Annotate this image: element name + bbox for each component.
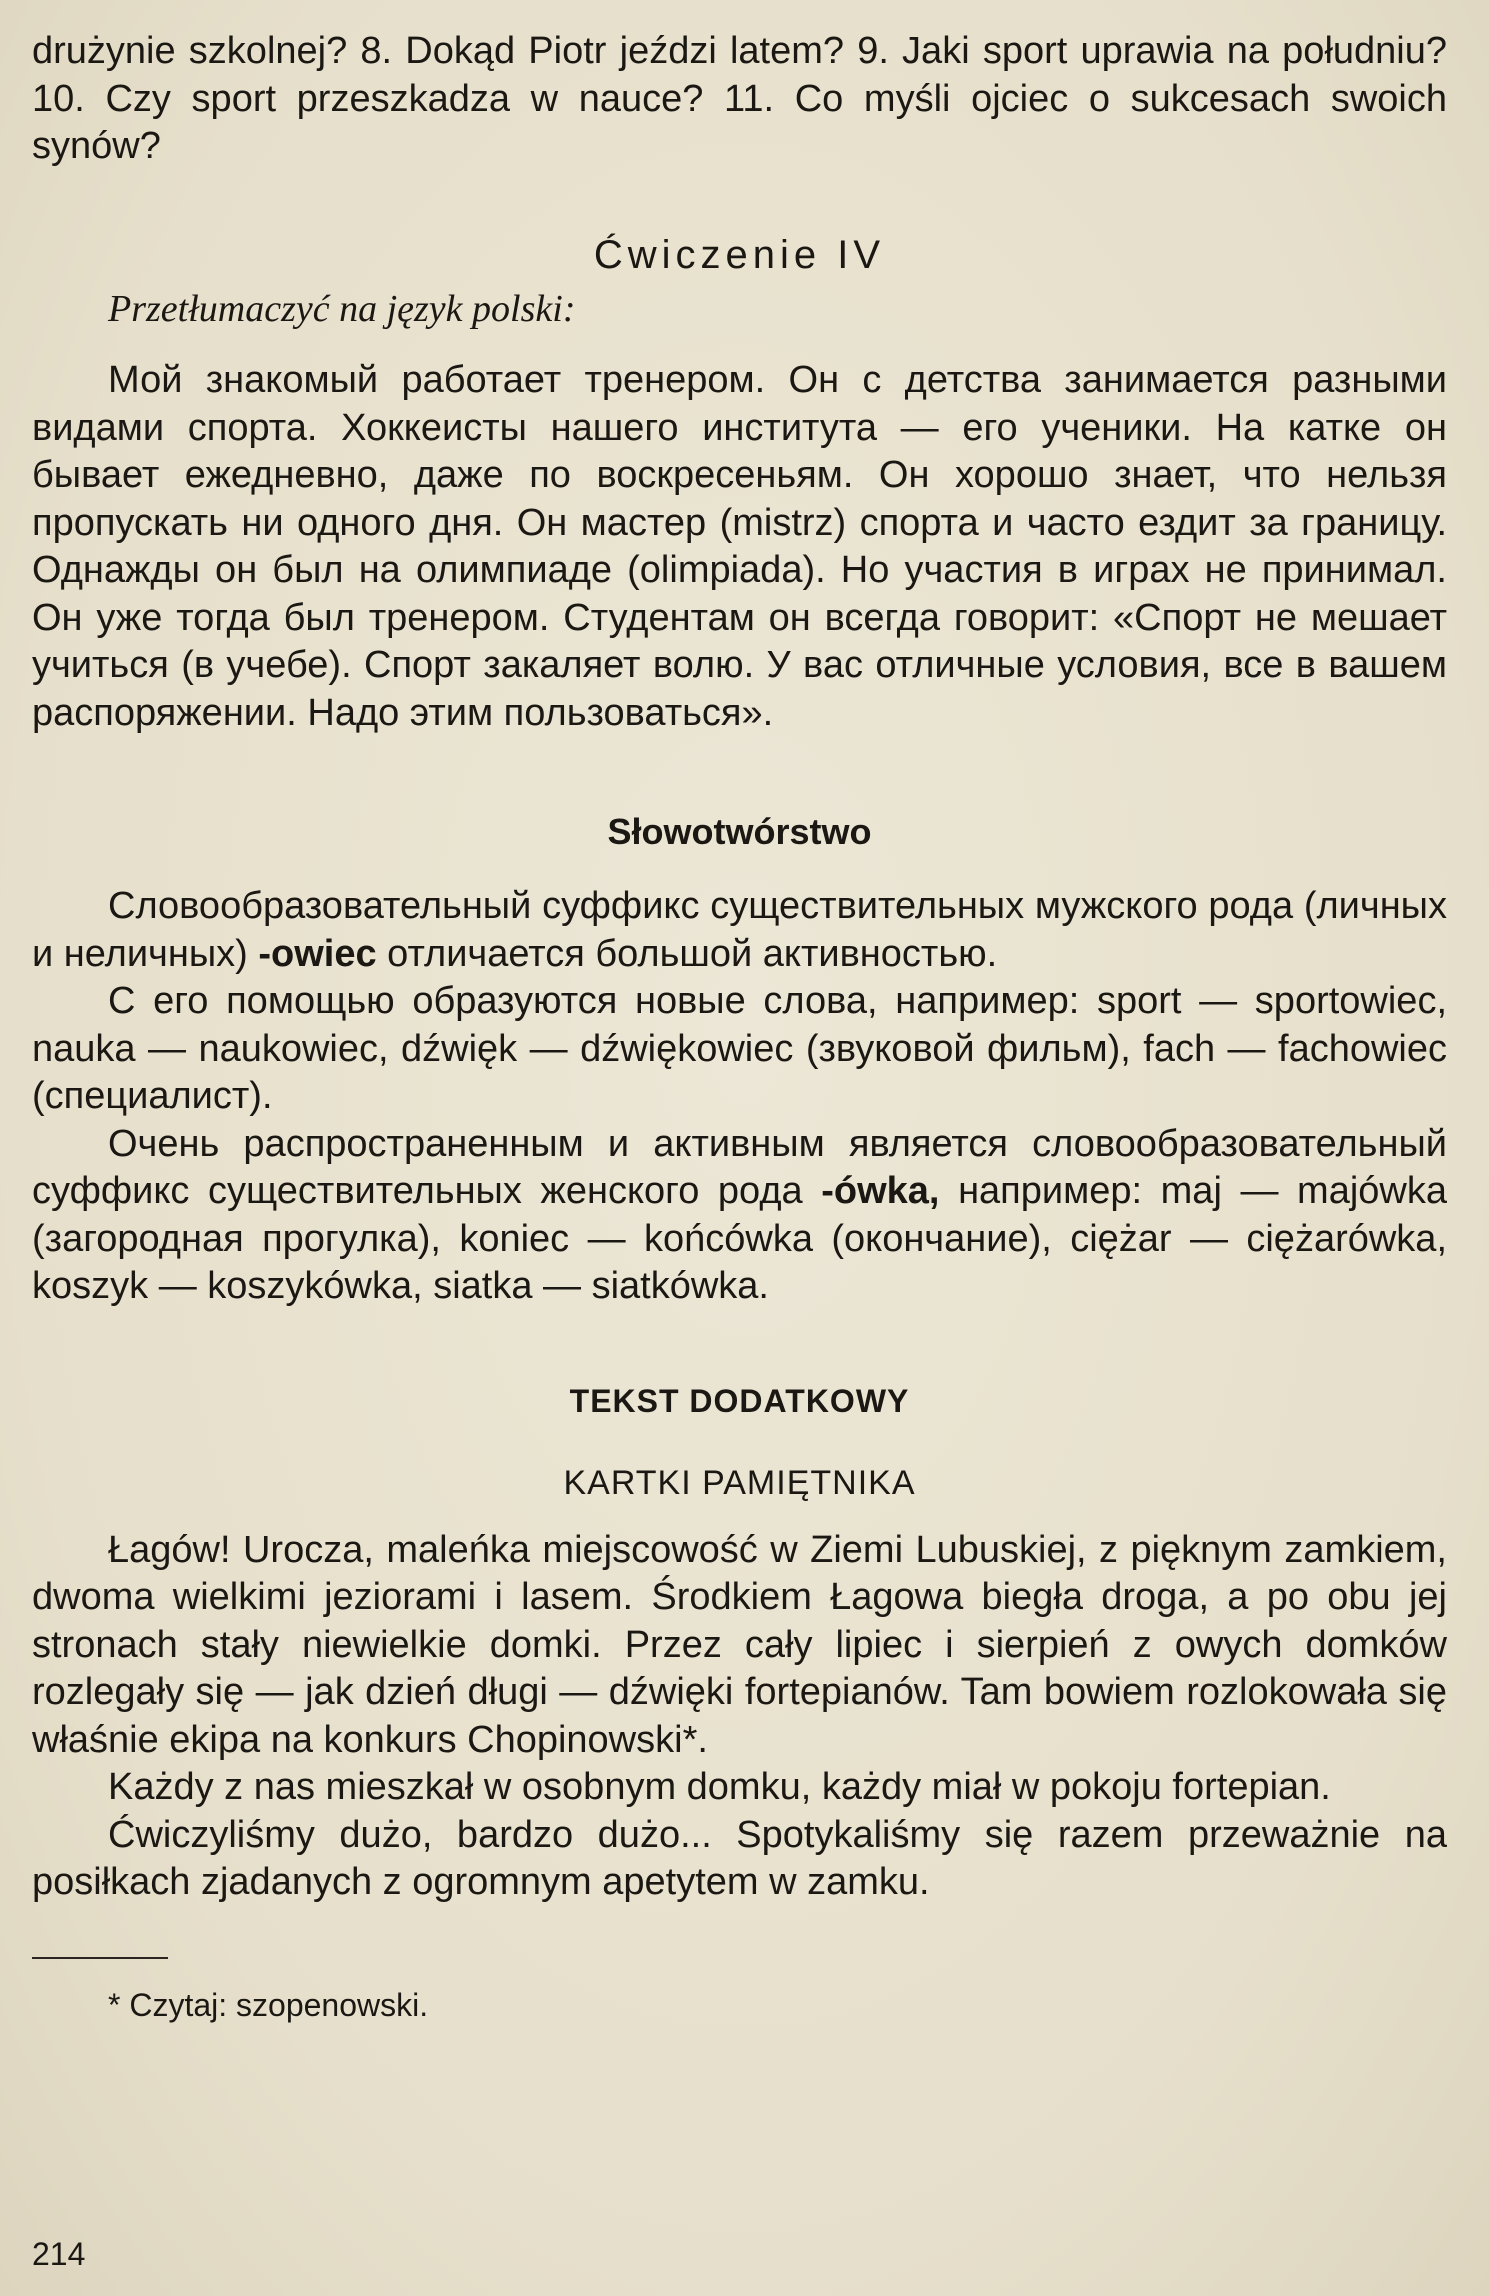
paragraph-text: Словообразовательный суффикс существительных мужского рода (личных и неличных)	[32, 885, 1447, 975]
footnote: * Czytaj: szopenowski.	[108, 1986, 429, 2023]
additional-text-title: TEKST DODATKOWY	[569, 1382, 910, 1419]
word-formation-paragraph-2: С его помощью образуются новые слова, например: sport — sportowiec, nauka — naukowiec, dźwięk — dźwiękowiec (звуковой фильм), fach — fachowiec (специалист).	[32, 980, 1447, 1117]
footnote-divider	[32, 1957, 168, 1959]
word-formation-paragraph-3	[32, 1121, 1447, 1311]
diary-paragraph-1: Łagów! Urocza, maleńka miejscowość w Ziemi Lubuskiej, z pięknym zamkiem, dwoma wielkimi jeziorami i lasem. Środkiem Łagowa biegła droga, a po obu jej stronach stały niewielkie domki. Przez cały lipiec i sierpień z owych domków rozlegały się — jak dzień długi — dźwięki fortepianów. Tam bowiem rozlokowała się właśnie ekipa na konkurs Chopinowski*.	[32, 1528, 1447, 1761]
exercise-instruction: Przetłumaczyć na język polski:	[108, 287, 576, 330]
intro-paragraph: drużynie szkolnej? 8. Dokąd Piotr jeździ latem? 9. Jaki sport uprawia na południu? 10. Czy sport przeszkadza w nauce? 11. Co myśli ojciec o sukcesach swoich synów?	[32, 30, 1447, 167]
paragraph-text: отличается большой активностью.	[376, 932, 998, 975]
additional-text-subtitle: KARTKI PAMIĘTNIKA	[563, 1463, 916, 1502]
word-formation-title: Słowotwórstwo	[607, 811, 872, 852]
page-number: 214	[32, 2236, 86, 2272]
suffix-owka: -ówka,	[821, 1170, 940, 1212]
diary-paragraph-3: Ćwiczyliśmy dużo, bardzo dużo... Spotykaliśmy się razem przeważnie na posiłkach zjadanych z ogromnym apetytem w zamku.	[32, 1813, 1447, 1903]
paragraph-text: например: maj — majówka (загородная прогулка), koniec — końcówka (окончание), ciężar — ciężarówka, koszyk — koszykówka, siatka — siatkówka.	[32, 1170, 1447, 1307]
suffix-owiec: -owiec	[258, 932, 377, 975]
exercise-title: Ćwiczenie IV	[593, 232, 886, 277]
word-formation-paragraph-1	[32, 883, 1447, 978]
diary-paragraph-2: Każdy z nas mieszkał w osobnym domku, każdy miał w pokoju fortepian.	[108, 1766, 1331, 1808]
exercise-text: Мой знакомый работает тренером. Он с детства занимается разными видами спорта. Хоккеисты нашего института — его ученики. На катке он бывает ежедневно, даже по воскресеньям. Он хорошо знает, что нельзя пропускать ни одного дня. Он мастер (mistrz) спорта и часто ездит за границу. Однажды он был на олимпиаде (olimpiada). Но участия в играх не принимал. Он уже тогда был тренером. Студентам он всегда говорит: «Спорт не мешает учиться (в учебе). Спорт закаляет волю. У вас отличные условия, все в вашем распоряжении. Надо этим пользоваться».	[32, 359, 1447, 734]
paragraph-text: Очень распространенным и активным является словообразовательный суффикс существительных женского рода	[32, 1122, 1447, 1212]
